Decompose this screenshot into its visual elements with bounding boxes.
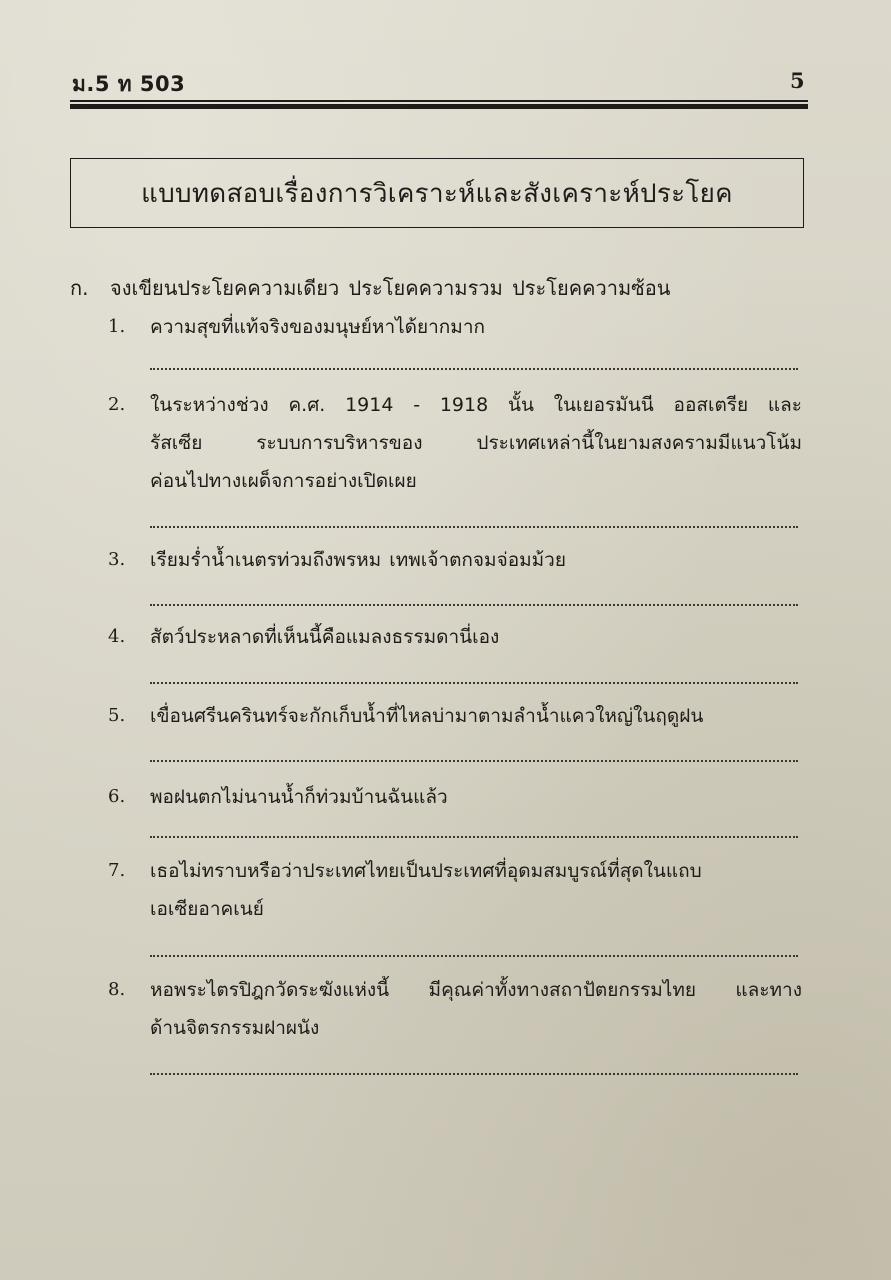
question-line: เรียมร่ำน้ำเนตรท่วมถึงพรหม เทพเจ้าตกจมจ่อมม้วย xyxy=(150,549,566,571)
question-text xyxy=(150,697,802,735)
answer-line[interactable] xyxy=(150,526,798,528)
question-text xyxy=(150,618,802,656)
header-rule-thick xyxy=(70,104,808,109)
page-number: 5 xyxy=(790,68,805,93)
answer-line[interactable] xyxy=(150,604,798,606)
question-text xyxy=(150,778,802,816)
title-box xyxy=(70,158,804,228)
question-text xyxy=(150,971,802,1047)
question-text xyxy=(150,541,802,579)
answer-line[interactable] xyxy=(150,368,798,370)
section-instruction: จงเขียนประโยคความเดียว ประโยคความรวม ประโยคความซ้อน xyxy=(110,276,671,300)
question-line: ความสุขที่แท้จริงของมนุษย์หาได้ยากมาก xyxy=(150,316,486,338)
question-number: 7. xyxy=(108,860,126,881)
question-line: ค่อนไปทางเผด็จการอย่างเปิดเผย xyxy=(150,470,417,492)
question-text xyxy=(150,386,802,500)
answer-line[interactable] xyxy=(150,682,798,684)
question-number: 1. xyxy=(108,316,126,337)
header-rule-thin xyxy=(70,100,808,102)
answer-line[interactable] xyxy=(150,836,798,838)
course-code: ม.5 ท 503 xyxy=(72,72,186,96)
answer-line[interactable] xyxy=(150,760,798,762)
question-line: ด้านจิตรกรรมฝาผนัง xyxy=(150,1017,320,1039)
question-line: พอฝนตกไม่นานน้ำก็ท่วมบ้านฉันแล้ว xyxy=(150,786,448,808)
question-line: สัตว์ประหลาดที่เห็นนี้คือแมลงธรรมดานี่เอง xyxy=(150,626,500,648)
question-number: 3. xyxy=(108,549,126,570)
question-text xyxy=(150,308,802,346)
question-number: 5. xyxy=(108,705,126,726)
question-text xyxy=(150,852,802,928)
question-line: ในระหว่างช่วง ค.ศ. 1914 - 1918 นั้น ในเยอรมันนี ออสเตรีย และ xyxy=(150,394,802,416)
answer-line[interactable] xyxy=(150,1073,798,1075)
answer-line[interactable] xyxy=(150,955,798,957)
question-line: เอเซียอาคเนย์ xyxy=(150,898,264,920)
question-line: เธอไม่ทราบหรือว่าประเทศไทยเป็นประเทศที่อุดมสมบูรณ์ที่สุดในแถบ xyxy=(150,860,702,882)
section-marker: ก. xyxy=(70,276,89,300)
question-number: 6. xyxy=(108,786,126,807)
question-line: เขื่อนศรีนครินทร์จะกักเก็บน้ำที่ไหลบ่ามาตามลำน้ำแควใหญ่ในฤดูฝน xyxy=(150,705,704,727)
question-number: 4. xyxy=(108,626,126,647)
question-line: หอพระไตรปิฎกวัดระฆังแห่งนี้ มีคุณค่าทั้งทางสถาปัตยกรรมไทย และทาง xyxy=(150,979,802,1001)
question-line: รัสเซีย ระบบการบริหารของ ประเทศเหล่านี้ในยามสงครามมีแนวโน้ม xyxy=(150,432,802,454)
worksheet-title: แบบทดสอบเรื่องการวิเคราะห์และสังเคราะห์ประโยค xyxy=(141,178,733,209)
question-number: 8. xyxy=(108,979,126,1000)
question-number: 2. xyxy=(108,394,126,415)
